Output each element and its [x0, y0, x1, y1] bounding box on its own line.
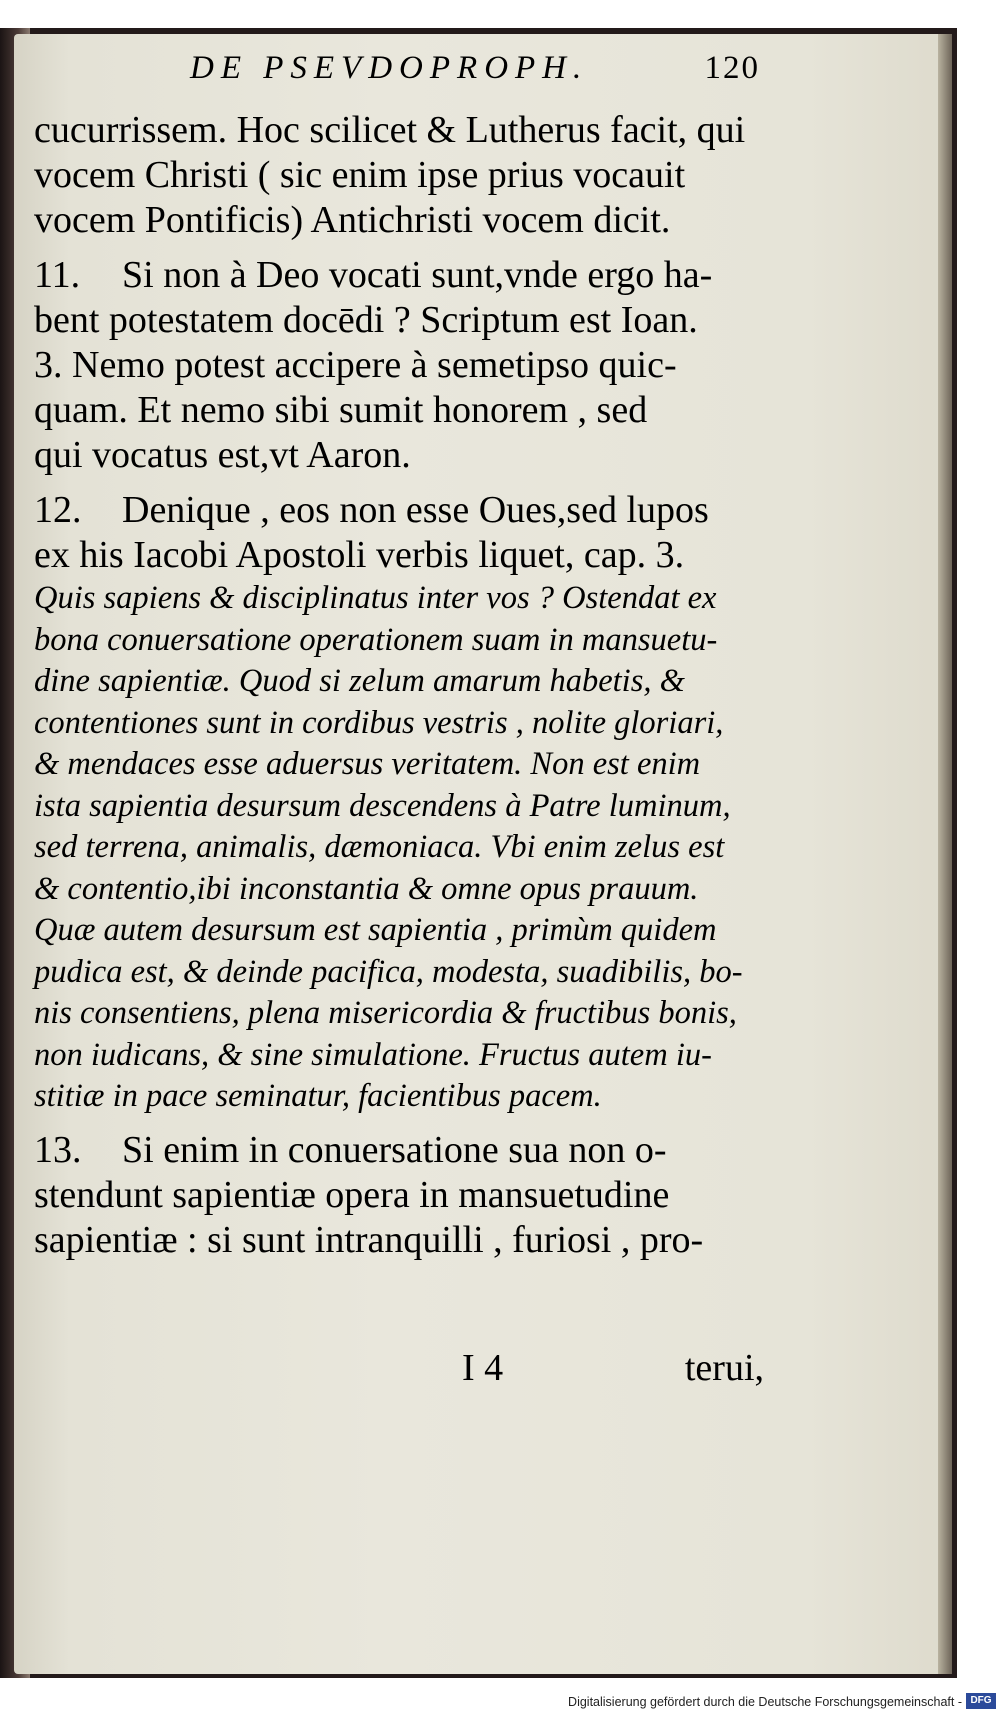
text-line: [34, 1128, 764, 1173]
line-text: sed terrena, animalis, dæmoniaca. Vbi enim zelus est: [34, 829, 725, 865]
quotation-line: [34, 661, 764, 703]
quotation-line: [34, 744, 764, 786]
line-text: nis consentiens, plena misericordia & fructibus bonis,: [34, 995, 737, 1031]
paragraph-number: 12.: [34, 489, 82, 531]
running-head: [190, 50, 760, 100]
line-text: Si non à Deo vocati sunt,vnde ergo ha-: [122, 254, 713, 296]
line-text: 3. Nemo potest accipere à semetipso quic-: [34, 344, 677, 386]
text-line: [34, 533, 764, 578]
text-line: [34, 388, 764, 433]
line-text: dine sapientiæ. Quod si zelum amarum habetis, &: [34, 663, 685, 699]
paragraph-gap: [34, 478, 764, 488]
line-text: Si enim in conuersatione sua non o-: [122, 1128, 667, 1171]
text-line: [34, 298, 764, 343]
line-text: & mendaces esse aduersus veritatem. Non est enim: [34, 746, 701, 782]
paragraph-number: 13.: [34, 1128, 82, 1171]
text-line: [34, 343, 764, 388]
paragraph-number: 11.: [34, 254, 81, 296]
paragraph-gap: [34, 1118, 764, 1128]
line-text: stendunt sapientiæ opera in mansuetudine: [34, 1173, 670, 1216]
signature-line: [34, 1346, 764, 1396]
quotation-line: [34, 1076, 764, 1118]
line-text: contentiones sunt in cordibus vestris , nolite gloriari,: [34, 704, 724, 741]
signature-mark: I 4: [462, 1347, 504, 1389]
text-block: [34, 108, 764, 1263]
text-line: [34, 153, 764, 198]
line-text: Quis sapiens & disciplinatus inter vos ? Ostendat ex: [34, 580, 717, 616]
text-line: [34, 488, 764, 533]
line-text: stitiæ in pace seminatur, facientibus pacem.: [34, 1078, 602, 1114]
text-line: [34, 198, 764, 243]
paragraph-gap: [34, 243, 764, 253]
quotation-line: [34, 1035, 764, 1077]
running-head-title: DE PSEVDOPROPH.: [190, 50, 589, 86]
text-line: [34, 1173, 764, 1218]
line-text: vocem Pontificis) Antichristi vocem dicit.: [34, 199, 671, 241]
line-text: qui vocatus est,vt Aaron.: [34, 434, 411, 476]
page-edge: [938, 34, 952, 1674]
line-text: Denique , eos non esse Oues,sed lupos: [122, 489, 709, 531]
text-line: [34, 108, 764, 153]
quotation-line: [34, 952, 764, 994]
line-text: pudica est, & deinde pacifica, modesta, suadibilis, bo-: [34, 953, 743, 990]
digitization-footer: [0, 1690, 1000, 1715]
quotation-line: [34, 993, 764, 1035]
quotation-line: [34, 578, 764, 620]
line-text: bent potestatem docēdi ? Scriptum est Ioan.: [34, 299, 698, 341]
line-text: vocem Christi ( sic enim ipse prius vocauit: [34, 154, 686, 196]
line-text: sapientiæ : si sunt intranquilli , furiosi , pro-: [34, 1218, 704, 1261]
line-text: quam. Et nemo sibi sumit honorem , sed: [34, 389, 648, 431]
line-text: ex his Iacobi Apostoli verbis liquet, cap. 3.: [34, 534, 685, 576]
line-text: & contentio,ibi inconstantia & omne opus prauum.: [34, 870, 699, 907]
dfg-logo: DFG: [966, 1693, 996, 1709]
quotation-line: [34, 910, 764, 952]
funding-credit: Digitalisierung gefördert durch die Deutsche Forschungsgemeinschaft -: [568, 1695, 962, 1709]
quotation-line: [34, 869, 764, 911]
page-number: 120: [704, 50, 760, 86]
text-line: [34, 1218, 764, 1263]
line-text: ista sapientia desursum descendens à Patre luminum,: [34, 787, 731, 824]
quotation-line: [34, 620, 764, 662]
line-text: Quæ autem desursum est sapientia , primùm quidem: [34, 912, 717, 948]
quotation-line: [34, 703, 764, 745]
line-text: bona conuersatione operationem suam in mansuetu-: [34, 621, 718, 658]
catchword: terui,: [684, 1347, 764, 1389]
quotation-line: [34, 827, 764, 869]
line-text: cucurrissem. Hoc scilicet & Lutherus facit, qui: [34, 109, 746, 151]
quotation-line: [34, 786, 764, 828]
text-line: [34, 433, 764, 478]
line-text: non iudicans, & sine simulatione. Fructus autem iu-: [34, 1036, 712, 1073]
text-line: [34, 253, 764, 298]
